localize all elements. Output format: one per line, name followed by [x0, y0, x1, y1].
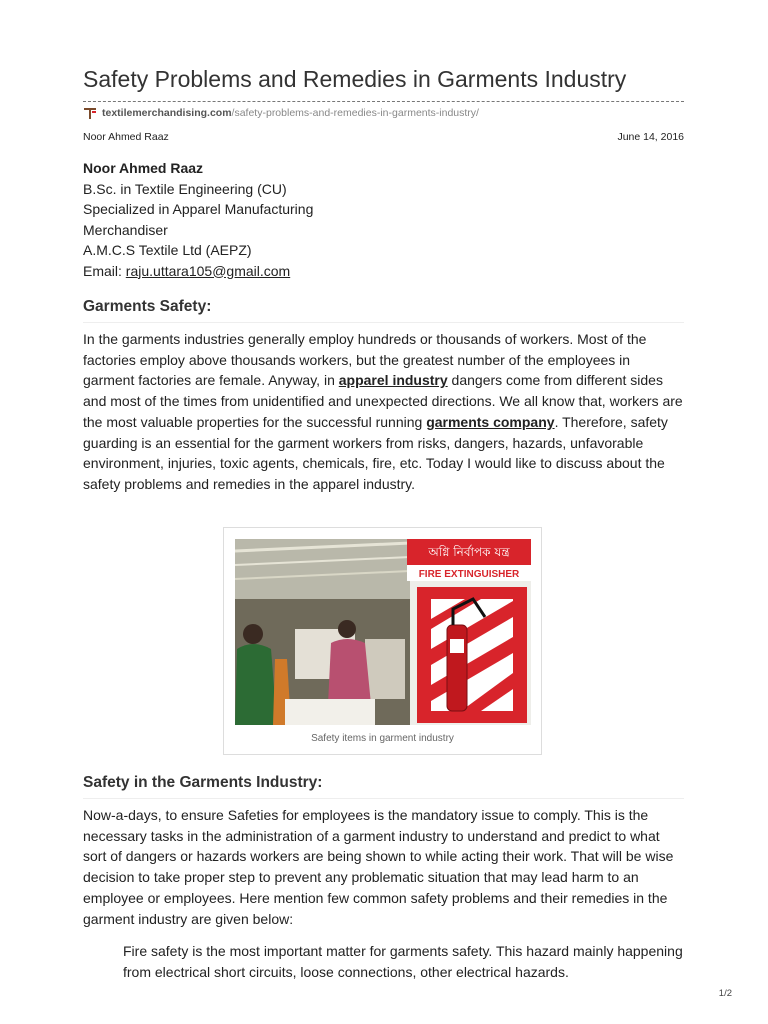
source-domain[interactable]: textilemerchandising.com	[102, 107, 232, 119]
figure-caption: Safety items in garment industry	[311, 733, 454, 744]
author-role: Merchandiser	[83, 221, 168, 238]
author-email-line	[83, 261, 313, 282]
source-path[interactable]: /safety-problems-and-remedies-in-garments-industry/	[231, 107, 479, 119]
section-rule	[83, 798, 684, 799]
byline: Noor Ahmed Raaz	[83, 131, 169, 143]
author-specialization: Specialized in Apparel Manufacturing	[83, 201, 314, 217]
intro-paragraph	[83, 329, 684, 495]
author-block	[83, 158, 313, 281]
section-rule	[83, 322, 684, 323]
publish-date: June 14, 2016	[617, 131, 684, 143]
factory-photo	[235, 539, 531, 725]
email-label: Email:	[83, 262, 126, 279]
link-apparel-industry[interactable]: apparel industry	[338, 372, 448, 389]
article-meta	[83, 131, 684, 143]
source-url[interactable]	[83, 106, 479, 120]
intro-text-1: In the garments industries generally employ hundreds or thousands of workers. Most of the factories employ above thousands workers, but the greatest number of the employees in garment factories are female. Anyway, in	[83, 331, 647, 389]
intro-text-2: dangers come from different sides and most of the times from unidentified and unexpected directions. We all know that, workers are the most valuable properties for the successful running	[83, 372, 683, 430]
author-degree: B.Sc. in Textile Engineering (CU)	[83, 180, 287, 197]
site-logo-icon	[83, 106, 97, 120]
sign-bangla-text: অগ্নি নির্বাপক যন্ত্র	[428, 545, 510, 559]
page-number: 1/2	[718, 988, 732, 999]
section-heading-safety-in-industry: Safety in the Garments Industry:	[83, 774, 323, 791]
intro-text-3: . Therefore, safety guarding is an essential for the garment workers from risks, dangers, hazards, unfavorable environment, injuries, toxic agents, chemicals, fire, etc. Today I would like to discuss about the safety problems and remedies in the apparel industry.	[83, 413, 668, 492]
title-divider	[83, 101, 684, 102]
fire-safety-blockquote: Fire safety is the most important matter for garments safety. This hazard mainly happening from electrical short circuits, loose connections, other electrical hazards.	[123, 943, 683, 980]
author-company: A.M.C.S Textile Ltd (AEPZ)	[83, 242, 252, 258]
page-title: Safety Problems and Remedies in Garments Industry	[83, 66, 627, 92]
email-link[interactable]: raju.uttara105@gmail.com	[125, 262, 291, 279]
section-heading-garments-safety: Garments Safety:	[83, 298, 212, 315]
safety-paragraph: Now-a-days, to ensure Safeties for employees is the mandatory issue to comply. This is the necessary tasks in the administration of a garment industry to understand and predict to what sort of dangers or hazards workers are being shown to while acting their work. That will be wise decision to take proper step to prevent any problematic situation that may lead harm to an employee or employees. Here mention few common safety problems and their remedies in the garment industry are given below:	[83, 807, 674, 927]
figure	[223, 527, 542, 755]
author-name: Noor Ahmed Raaz	[83, 160, 204, 176]
link-garments-company[interactable]: garments company	[426, 413, 555, 430]
sign-english-text: FIRE EXTINGUISHER	[418, 569, 520, 580]
